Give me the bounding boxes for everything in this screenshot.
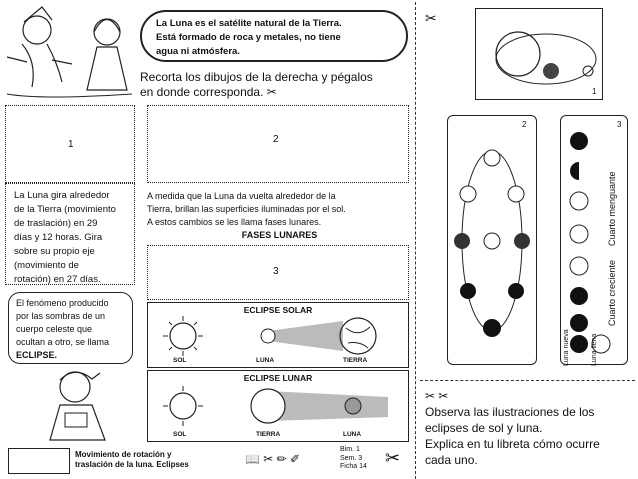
eclipse-lunar-title: ECLIPSE LUNAR	[243, 373, 313, 383]
eclipse-def-line-1: El fenómeno producido	[16, 298, 109, 308]
moon-orbit-drawing	[448, 116, 536, 364]
moon-motion-line-7: rotación) en 27 días.	[14, 274, 101, 285]
moon-motion-line-1: La Luna gira alrededor	[14, 190, 110, 201]
card-2-number: 2	[522, 120, 527, 129]
cutout-card-3	[560, 115, 628, 365]
phases-line-3: A estos cambios se les llama fases lunares.	[147, 217, 322, 227]
girl-reading-illustration	[30, 365, 130, 445]
bottom-right-line-3: Explica en tu libreta cómo ocurre	[425, 437, 600, 451]
cutout-card-2	[447, 115, 537, 365]
eclipse-def-line-5: ECLIPSE.	[16, 350, 58, 360]
eclipse-def-line-3: cuerpo celeste que	[16, 324, 93, 334]
eclipse-solar-panel	[147, 302, 409, 368]
eclipse-def-line-2: por las sombras de un	[16, 311, 106, 321]
sem-label: Sem.	[340, 454, 357, 462]
label-cuarto-menguante: Cuarto menguante	[607, 171, 617, 246]
phases-line-1: A medida que la Luna da vuelta alrededor de la	[147, 191, 336, 201]
children-illustration	[2, 2, 137, 102]
footer-icons-left	[8, 448, 70, 474]
sem-value: 3	[358, 454, 363, 462]
speech-bubble	[140, 10, 408, 62]
instruction-line-2: en donde corresponda. ✂	[140, 85, 277, 99]
eclipse-solar-tierra-label: TIERRA	[343, 357, 368, 364]
eclipse-solar-luna-label: LUNA	[256, 357, 275, 364]
activity-icons: 📖 ✂ ✏ ✐	[245, 452, 301, 466]
cutout-card-1	[475, 8, 603, 100]
instruction-text	[140, 70, 410, 100]
scissors-footer-icon: ✂	[385, 448, 401, 468]
phases-heading: FASES LUNARES	[241, 230, 318, 240]
eclipse-def-line-4: ocultan a otro, se llama	[16, 337, 110, 347]
moon-motion-line-2: de la Tierra (movimiento	[14, 204, 116, 215]
eclipse-solar-title: ECLIPSE SOLAR	[243, 305, 313, 315]
card-1-number: 1	[592, 87, 597, 96]
card-3-number: 3	[617, 120, 622, 129]
bottom-right-line-1: Observa las ilustraciones de los	[425, 405, 595, 419]
moon-motion-line-4: días y 12 horas. Gira	[14, 232, 103, 243]
ficha-label: Ficha	[340, 463, 358, 470]
moon-motion-text	[5, 183, 135, 285]
label-luna-nueva: Luna nueva	[563, 329, 570, 366]
bim-value: 1	[355, 446, 360, 453]
top-scissors-icon: ✂	[425, 10, 437, 26]
footer-title	[75, 450, 189, 470]
phases-text	[147, 190, 412, 242]
moon-motion-line-5: sobre su propio eje	[14, 246, 95, 257]
scissors-icon: ✂	[266, 85, 277, 99]
eclipse-lunar-drawing	[148, 383, 408, 429]
eclipse-definition	[8, 292, 133, 364]
paste-box-1-number: 1	[68, 139, 74, 150]
eclipse-solar-sol-label: SOL	[173, 357, 187, 364]
label-luna-llena: Luna llena	[591, 333, 598, 366]
paste-box-3	[147, 245, 409, 300]
moon-motion-line-3: de traslación) en 29	[14, 218, 98, 229]
paste-box-2-number: 2	[273, 134, 279, 145]
eclipse-lunar-tierra-label: TIERRA	[256, 431, 281, 438]
eclipse-solar-drawing	[148, 313, 408, 358]
bottom-right-instructions	[425, 388, 635, 468]
eclipse-lunar-luna-label: LUNA	[343, 431, 362, 438]
cut-line-vertical	[415, 2, 416, 479]
label-cuarto-creciente: Cuarto creciente	[607, 259, 617, 326]
phases-line-2: Tierra, brillan las superficies iluminadas por el sol.	[147, 204, 346, 214]
bottom-scissors-icons: ✂ ✂	[425, 389, 449, 403]
paste-box-3-number: 3	[273, 266, 279, 277]
footer-title-line-2: traslación de la luna. Eclipses	[75, 460, 189, 469]
bubble-line-3: agua ni atmósfera.	[156, 46, 240, 57]
paste-box-2	[147, 105, 409, 183]
ficha-value: 14	[359, 463, 367, 470]
footer-title-line-1: Movimiento de rotación y	[75, 450, 172, 459]
earth-orbit-drawing	[476, 9, 602, 99]
bubble-line-2: Está formado de roca y metales, no tiene	[156, 32, 341, 43]
paste-box-1	[5, 105, 135, 183]
cut-line-horizontal	[420, 380, 635, 381]
bottom-right-line-4: cada uno.	[425, 453, 478, 467]
bottom-right-line-2: eclipses de sol y luna.	[425, 421, 543, 435]
bim-label: Bim.	[340, 446, 354, 453]
bubble-line-1: La Luna es el satélite natural de la Tierra.	[156, 18, 342, 29]
instruction-line-1: Recorta los dibujos de la derecha y pégalos	[140, 70, 373, 84]
eclipse-lunar-panel	[147, 370, 409, 442]
eclipse-lunar-sol-label: SOL	[173, 431, 187, 438]
footer-codes	[340, 446, 367, 472]
moon-motion-line-6: (movimiento de	[14, 260, 79, 271]
